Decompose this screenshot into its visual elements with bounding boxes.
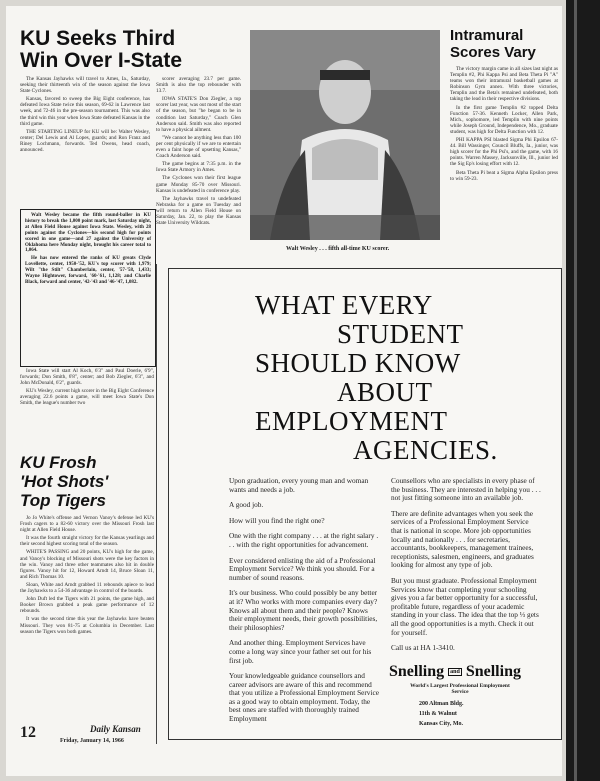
page-footer (20, 724, 141, 744)
intramural-para: Beta Theta Pi beat a Sigma Alpha Epsilon press to win 59-23. (450, 169, 558, 182)
photo-caption: Walt Wesley . . . fifth all-time KU scorer. (286, 246, 390, 252)
wesley-box-para: Walt Wesley became the fifth round-baller in KU history to break the 1,000 point mark, last Saturday night, at Allen Field House against Iowa State. Wesley, with 28 points against the Cyclones—his second high for points scored in one game—and 27 against the University of Oklahoma here Monday night, brought his career total to 1,064. (25, 213, 151, 254)
intramural-body (450, 66, 558, 184)
ku-seeks-para: Kansas, favored to sweep the Big Eight conference, has defeated Iowa State twice this season, 69-62 in Lawrence last week, and 72-46 in the pre-season tournament. This was also the third win this year when Iowa State defeated Kansas in the third game. (20, 96, 150, 127)
logo-word: Snelling (465, 663, 521, 680)
frosh-para: WHITE'S PASSING and 20 points, KU's high for the game, and Vanoy's blocking of Missouri shots were the key factors in the win. Vanoy and three other teammates also hit in double figures. Vanoy hit for 12, Howard Arndt 14, Bruce Sloan 11, and Rich Thomas 10. (20, 549, 154, 580)
page-number: 12 (20, 724, 36, 741)
ad-para: Call us at HA 1-3410. (391, 643, 455, 653)
ad-tagline: World's Largest Professional Employment Service (410, 683, 510, 695)
ku-seeks-para: Iowa State will start Al Koch, 6'3" and Paul Doerle, 6'9", forwards; Don Smith, 6'8", center; and Bob Ziegler, 6'3", and John McDonald, 6'2", guards. (20, 368, 154, 387)
column-divider (156, 264, 157, 744)
intramural-para: In the first game Templin #2 topped Delta Function 57-36. Kenneth Locker, Allen Park, Mich., sophomore, led Templin with nine points while Joseph Ground, Independence, Mo., graduate student, was high for Delta Function with 12. (450, 104, 558, 135)
ku-seeks-col2 (156, 76, 241, 228)
snelling-logo (389, 663, 521, 681)
ad-para: There are definite advantages when you seek the services of a Professional Employment Service that is national in scope. More job opportunities locally and nationally . . . for secretaries, accountants, bookkeepers, management trainees, receptionists, salesmen, engineers, and graduates looking for almost any type of job. (391, 508, 534, 570)
binding-edge (566, 0, 600, 781)
frosh-para: It was the fourth straight victory for the Kansas yearlings and their second highest scoring total of the season. (20, 535, 154, 548)
intramural-headline-1: Intramural (450, 27, 524, 44)
ad-para: And another thing. Employment Services have come a long way since your father set out for his first job. (229, 638, 372, 665)
ad-address (419, 699, 464, 729)
intramural-para: PHI KAPPA PSI blasted Sigma Phi Epsilon 67-44. Bill Wassinger, Council Bluffs, Ia., junior, was high scorer for the Phi Psi's, and the game, with 16 points. Warren Massey, Jacksonville, Ill., junior led the Sig Ep's losing effort with 12. (450, 137, 558, 168)
ku-seeks-para: The Kansas Jayhawks will travel to Ames, Ia., Saturday, seeking their thirteenth win of the season against the Iowa State Cyclones. (20, 76, 150, 95)
paper-name: Daily Kansan (90, 724, 141, 734)
employment-ad (168, 268, 562, 740)
frosh-para: John Duft led the Tigers with 21 points, the game high, and Booker Brown grabbed a peak game performance of 12 rebounds. (20, 596, 154, 615)
ku-seeks-para: THE STARTING LINEUP for KU will be: Walter Wesley, center; Del Lewis and Al Lopes, guards; and Ron Franz and Riney Lochmann, forwards. Ted Owens, head coach, announced. (20, 128, 150, 154)
ad-headline-line: WHAT EVERY (255, 290, 433, 320)
ad-para: It's our business. Who could possibly be any better at it? Who works with more companies every day? Knows all about them and their people? Knows their employment needs, their growth possibilities, their philosophies? (229, 588, 378, 632)
address-line: 11th & Walnut (419, 711, 457, 717)
ku-seeks-para: The game begins at 7:35 p.m. in the Iowa State Armory in Ames. (156, 161, 241, 174)
ad-para: One with the right company . . . at the right salary . . . with the right opportunities for advancement. (229, 531, 379, 549)
address-line: Kansas City, Mo. (419, 721, 464, 727)
ad-headline-line: AGENCIES. (353, 435, 498, 465)
wesley-box (20, 209, 156, 367)
address-line: 200 Altman Bldg. (419, 701, 464, 707)
ku-seeks-para: The Cyclones won their first league game Monday 85-70 over Missouri. Kansas is undefeated in conference play. (156, 175, 241, 194)
ad-headline-line: STUDENT (337, 319, 464, 349)
ad-para: Your knowledgeable guidance counsellors and career advisors are aware of this and recommend that you utilize a Professional Employment Service as a good way to obtain employment. Today, the best ones are staffed with thoroughly trained Employment (229, 671, 379, 724)
ad-left-column (229, 477, 379, 731)
ku-seeks-col-below (20, 368, 154, 409)
ad-headline-line: ABOUT (337, 377, 433, 407)
ad-para: How will you find the right one? (229, 515, 325, 525)
newspaper-page (6, 6, 562, 776)
ad-right-column (391, 477, 541, 660)
ku-seeks-para: scorer averaging 23.7 per game. Smith is also the top rebounder with 13.7. (156, 76, 241, 95)
wesley-photo (250, 30, 440, 240)
issue-date: Friday, January 14, 1966 (60, 738, 124, 744)
ad-headline-line: EMPLOYMENT (255, 406, 448, 436)
intramural-headline-2: Scores Vary (450, 44, 536, 61)
logo-word: Snelling (389, 663, 445, 680)
ku-seeks-para: KU's Wesley, current high scorer in the Big Eight Conference averaging 22.6 points a game, will meet Iowa State's Don Smith, the league's number two (20, 388, 154, 407)
ad-para: Upon graduation, every young man and woman wants and needs a job. (229, 476, 369, 494)
ku-seeks-col1 (20, 76, 150, 155)
ku-seeks-headline-2: Win Over I-State (20, 49, 183, 72)
wesley-box-para: He has now entered the ranks of KU greats Clyde Lovellette, center, 1950-'52, KU's top scorer with 1,979; Wilt "the Stilt" Chamberlain, center, '57-'58, 1,433; Wayne Hightower, forward, '60-'61, 1,128; and Charlie Black, forward and center, '42-'43 and '46-'47, 1,082. (25, 256, 151, 285)
frosh-headline-2: 'Hot Shots' (20, 472, 109, 491)
ad-para: Ever considered enlisting the aid of a Professional Employment Service? We think you should. For a number of sound reasons. (229, 555, 376, 582)
ad-para: Counsellors who are specialists in every phase of the business. They are interested in helping you . . . not just fitting someone into an available job. (391, 476, 541, 503)
basketball-player-icon (250, 30, 440, 240)
ku-seeks-para: IOWA STATE'S Don Ziegler, a top scorer last year, was out most of the start of the season, but "he began to be in condition last Saturday," Coach Glen Anderson said. Smith was also reported to have a physical ailment. (156, 96, 241, 133)
frosh-para: Jo Jo White's offense and Vernon Vanoy's defense led KU's Frosh cagers to a 82-60 victory over the Missouri Frosh last night at Allen Field House. (20, 515, 154, 534)
frosh-body (20, 515, 154, 637)
ku-seeks-headline-1: KU Seeks Third (20, 27, 176, 50)
ad-para: A good job. (229, 500, 264, 510)
ad-headline-line: SHOULD KNOW (255, 348, 461, 378)
frosh-para: It was the second time this year the Jayhawks have beaten Missouri. They won 81-75 at Columbia in December. Last season the Tigers won both games. (20, 616, 154, 635)
logo-and: and (450, 669, 460, 676)
frosh-headline-1: KU Frosh (20, 453, 97, 472)
frosh-headline-3: Top Tigers (20, 491, 106, 510)
ad-para: But you must graduate. Professional Employment Services know that completing your schooling gives you a far better opportunity for a successful, profitable future, regardless of your academic standing in your class. The idea that the top ⅓ gets all the good opportunities is a myth. Check it out for yourself. (391, 575, 539, 637)
intramural-para: The victory margin came in all sizes last night as Templin #2, Phi Kappa Psi and Beta Theta Pi "A" teams won their intramural basketball games at Robinson Gym annex. With three victories, Templin and the Beta's remained undefeated, both taking the lead in their respective divisions. (450, 66, 558, 103)
ku-seeks-para: The Jayhawks travel to undefeated Nebraska for a game on Tuesday and will return to Allen Field House on Saturday, Jan. 22, to play the Kansas State University Wildcats. (156, 195, 241, 227)
ku-seeks-para: "We cannot be anything less than 100 per cent physically if we are to entertain even a faint hope of upsetting Kansas," Coach Anderson said. (156, 134, 241, 160)
frosh-para: Sloan, White and Arndt grabbed 11 rebounds apiece to lead the Jayhawks to a 54-36 advantage in control of the boards. (20, 581, 154, 595)
